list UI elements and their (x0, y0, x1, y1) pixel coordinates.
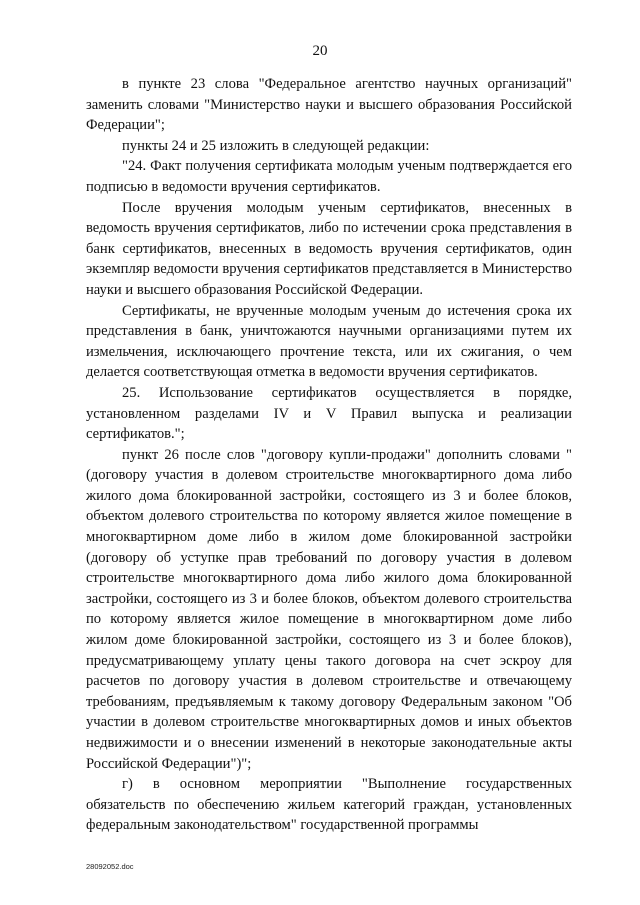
paragraph-5: Сертификаты, не врученные молодым ученым до истечения срока их представления в банк, уничтожаются научными организациями путем их измельчения, исключающего прочтение текста, или их сжигания, о чем делается соответствующая отметка в ведомости вручения сертификатов. (86, 302, 572, 381)
paragraph-7: пункт 26 после слов "договору купли-продажи" дополнить словами "(договору участия в долевом строительстве многоквартирного дома либо жилого дома блокированной застройки, состоящего из 3 и более блоков, объектом долевого строительства по которому является жилое помещение в многоквартирном доме либо в жилом доме блокированной застройки (договору об уступке прав требований по договору участия в долевом строительстве многоквартирного дома либо жилого дома блокированной застройки, состоящего из 3 и более блоков, объектом долевого строительства по которому является жилое помещение в многоквартирном доме либо жилом доме блокированной застройки, состоящего из 3 и более блоков), предусматривающему уплату цены такого договора на счет эскроу для расчетов по договору участия в долевом строительстве и отвечающему требованиям, предъявляемым к такому договору Федеральным законом "Об участии в долевом строительстве многоквартирных домов и иных объектов недвижимости и о внесении изменений в некоторые законодательные акты Российской Федерации")"; (86, 446, 572, 772)
footer-file-code: 28092052.doc (86, 862, 134, 871)
document-body (86, 74, 572, 836)
paragraph-8: г) в основном мероприятии "Выполнение государственных обязательств по обеспечению жильем категорий граждан, установленных федеральным законодательством" государственной программы (86, 776, 572, 834)
paragraph-3: "24. Факт получения сертификата молодым ученым подтверждается его подписью в ведомости вручения сертификатов. (86, 158, 572, 195)
paragraph-1: в пункте 23 слова "Федеральное агентство научных организаций" заменить словами "Министерство науки и высшего образования Российской Федерации"; (86, 76, 572, 134)
paragraph-2: пункты 24 и 25 изложить в следующей редакции: (122, 137, 430, 154)
paragraph-6: 25. Использование сертификатов осуществляется в порядке, установленном разделами IV и V Правил выпуска и реализации сертификатов."; (86, 384, 572, 443)
page-number: 20 (312, 43, 328, 59)
paragraph-4: После вручения молодым ученым сертификатов, внесенных в ведомость вручения сертификатов, либо по истечении срока представления в банк сертификатов, внесенных в ведомость вручения сертификатов, один экземпляр ведомости вручения сертификатов представляется в Министерство науки и высшего образования Российской Федерации. (86, 199, 572, 298)
